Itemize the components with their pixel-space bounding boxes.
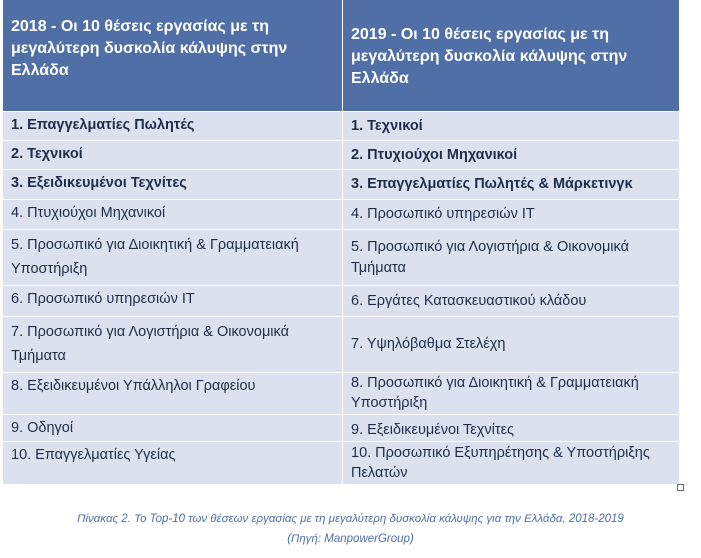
header-2018: 2018 - Οι 10 θέσεις εργασίας με τη μεγαλύτερη δυσκολία κάλυψης στην Ελλάδα: [3, 0, 343, 112]
table-row: [3, 373, 679, 415]
cell-2019: 3. Επαγγελματίες Πωλητές & Μάρκετινγκ: [343, 170, 679, 200]
cell-2019: 8. Προσωπικό για Διοικητική & Γραμματειακή Υποστήριξη: [343, 373, 679, 415]
cell-2018: 2. Τεχνικοί: [3, 141, 343, 170]
cell-2019: 4. Προσωπικό υπηρεσιών IT: [343, 200, 679, 230]
table-row: [3, 170, 679, 200]
cell-2019: 1. Τεχνικοί: [343, 112, 679, 141]
table-row: [3, 317, 679, 373]
table-caption-source: (Πηγή: ManpowerGroup): [287, 533, 414, 545]
cell-2018: 8. Εξειδικευμένοι Υπάλληλοι Γραφείου: [3, 373, 343, 415]
cell-2018: 9. Οδηγοί: [3, 415, 343, 442]
cell-2019: 9. Εξειδικευμένοι Τεχνίτες: [343, 415, 679, 442]
table-row: [3, 415, 679, 442]
cell-2018: 7. Προσωπικό για Λογιστήρια & Οικονομικά Τμήματα: [3, 317, 343, 373]
cell-2018: 6. Προσωπικό υπηρεσιών IT: [3, 286, 343, 317]
cell-2019: 10. Προσωπικό Εξυπηρέτησης & Υποστήριξης Πελατών: [343, 442, 679, 485]
cell-2018: 10. Επαγγελματίες Υγείας: [3, 442, 343, 485]
table-row: [3, 442, 679, 485]
table-row: [3, 112, 679, 141]
table-row: [3, 286, 679, 317]
table-resize-handle[interactable]: [677, 484, 684, 491]
cell-2019: 6. Εργάτες Κατασκευαστικού κλάδου: [343, 286, 679, 317]
cell-2018: 1. Επαγγελματίες Πωλητές: [3, 112, 343, 141]
table-row: [3, 200, 679, 230]
table-row: [3, 230, 679, 286]
table-row: [3, 141, 679, 170]
cell-2019: 7. Υψηλόβαθμα Στελέχη: [343, 317, 679, 373]
cell-2019: 5. Προσωπικό για Λογιστήρια & Οικονομικά Τμήματα: [343, 230, 679, 286]
table-caption-line1: Πίνακας 2. Το Top-10 των θέσεων εργασίας με τη μεγαλύτερη δυσκολία κάλυψης για την Ελλάδα, 2018-2019: [77, 513, 624, 525]
header-2019: 2019 - Οι 10 θέσεις εργασίας με τη μεγαλύτερη δυσκολία κάλυψης στην Ελλάδα: [343, 0, 679, 112]
cell-2018: 4. Πτυχιούχοι Μηχανικοί: [3, 200, 343, 230]
table-header-row: [3, 0, 679, 112]
cell-2019: 2. Πτυχιούχοι Μηχανικοί: [343, 141, 679, 170]
jobs-table: [3, 0, 679, 485]
cell-2018: 3. Εξειδικευμένοι Τεχνίτες: [3, 170, 343, 200]
cell-2018: 5. Προσωπικό για Διοικητική & Γραμματειακή Υποστήριξη: [3, 230, 343, 286]
